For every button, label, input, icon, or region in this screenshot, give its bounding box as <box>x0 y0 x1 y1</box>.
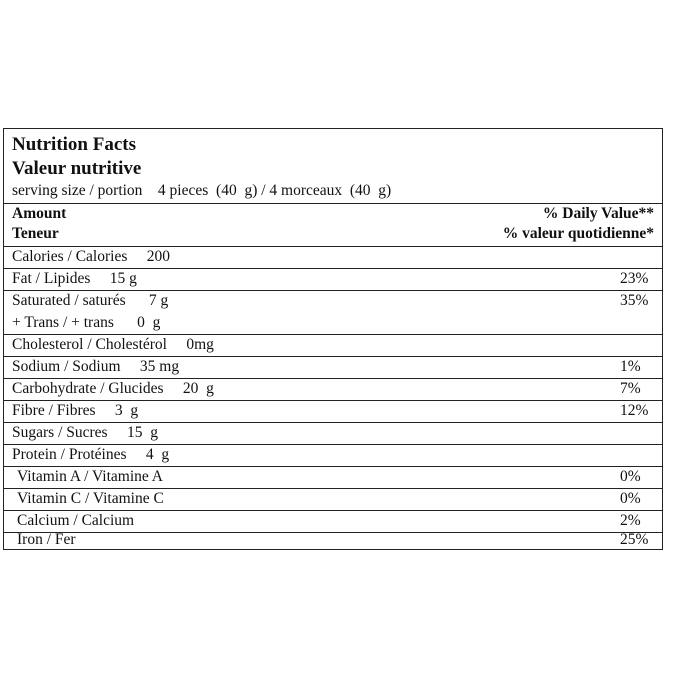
nutrient-row-iron <box>4 529 662 551</box>
nutrient-label: Vitamin C / Vitamine C <box>17 490 164 507</box>
column-daily-value-en: % Daily Value** <box>542 205 654 222</box>
nutrient-label: Calcium / Calcium <box>17 512 135 529</box>
nutrient-row-calories <box>4 246 662 268</box>
daily-value: 23% <box>620 270 649 287</box>
column-amount-en: Amount <box>12 205 67 222</box>
nutrient-row-sodium <box>4 356 662 378</box>
nutrient-label: Cholesterol / Cholestérol 0mg <box>12 336 214 353</box>
daily-value: 12% <box>620 402 649 419</box>
nutrient-sublabel-trans: + Trans / + trans 0 g <box>12 314 161 331</box>
daily-value: 7% <box>620 380 641 397</box>
title-english: Nutrition Facts <box>12 134 137 155</box>
daily-value: 25% <box>620 531 649 548</box>
nutrient-row-fibre <box>4 400 662 422</box>
daily-value: 0% <box>620 468 641 485</box>
nutrient-row-protein <box>4 444 662 466</box>
nutrient-row-cholesterol <box>4 334 662 356</box>
nutrient-label: Protein / Protéines 4 g <box>12 446 170 463</box>
nutrient-label: Fibre / Fibres 3 g <box>12 402 139 419</box>
nutrient-row-sugars <box>4 422 662 444</box>
nutrient-label: Calories / Calories 200 <box>12 248 170 265</box>
title-french: Valeur nutritive <box>12 158 142 179</box>
nutrient-label: Fat / Lipides 15 g <box>12 270 137 287</box>
nutrient-label: Vitamin A / Vitamine A <box>17 468 163 485</box>
daily-value: 0% <box>620 490 641 507</box>
nutrition-facts-panel <box>3 128 663 550</box>
nutrient-row-saturated-trans <box>4 290 662 334</box>
nutrient-label: Iron / Fer <box>17 531 76 548</box>
nutrient-label: Sugars / Sucres 15 g <box>12 424 158 441</box>
label-header <box>4 129 662 203</box>
serving-size: serving size / portion 4 pieces (40 g) / 4 morceaux (40 g) <box>12 182 392 199</box>
daily-value: 2% <box>620 512 641 529</box>
nutrient-row-vitamin-c <box>4 488 662 510</box>
daily-value: 35% <box>620 292 649 309</box>
nutrient-label: Saturated / saturés 7 g <box>12 292 169 309</box>
column-daily-value-fr: % valeur quotidienne* <box>502 225 654 242</box>
daily-value: 1% <box>620 358 641 375</box>
nutrient-row-fat <box>4 268 662 290</box>
nutrient-label: Sodium / Sodium 35 mg <box>12 358 180 375</box>
nutrient-row-carbohydrate <box>4 378 662 400</box>
nutrient-label: Carbohydrate / Glucides 20 g <box>12 380 214 397</box>
nutrient-row-vitamin-a <box>4 466 662 488</box>
column-amount-fr: Teneur <box>12 225 59 242</box>
